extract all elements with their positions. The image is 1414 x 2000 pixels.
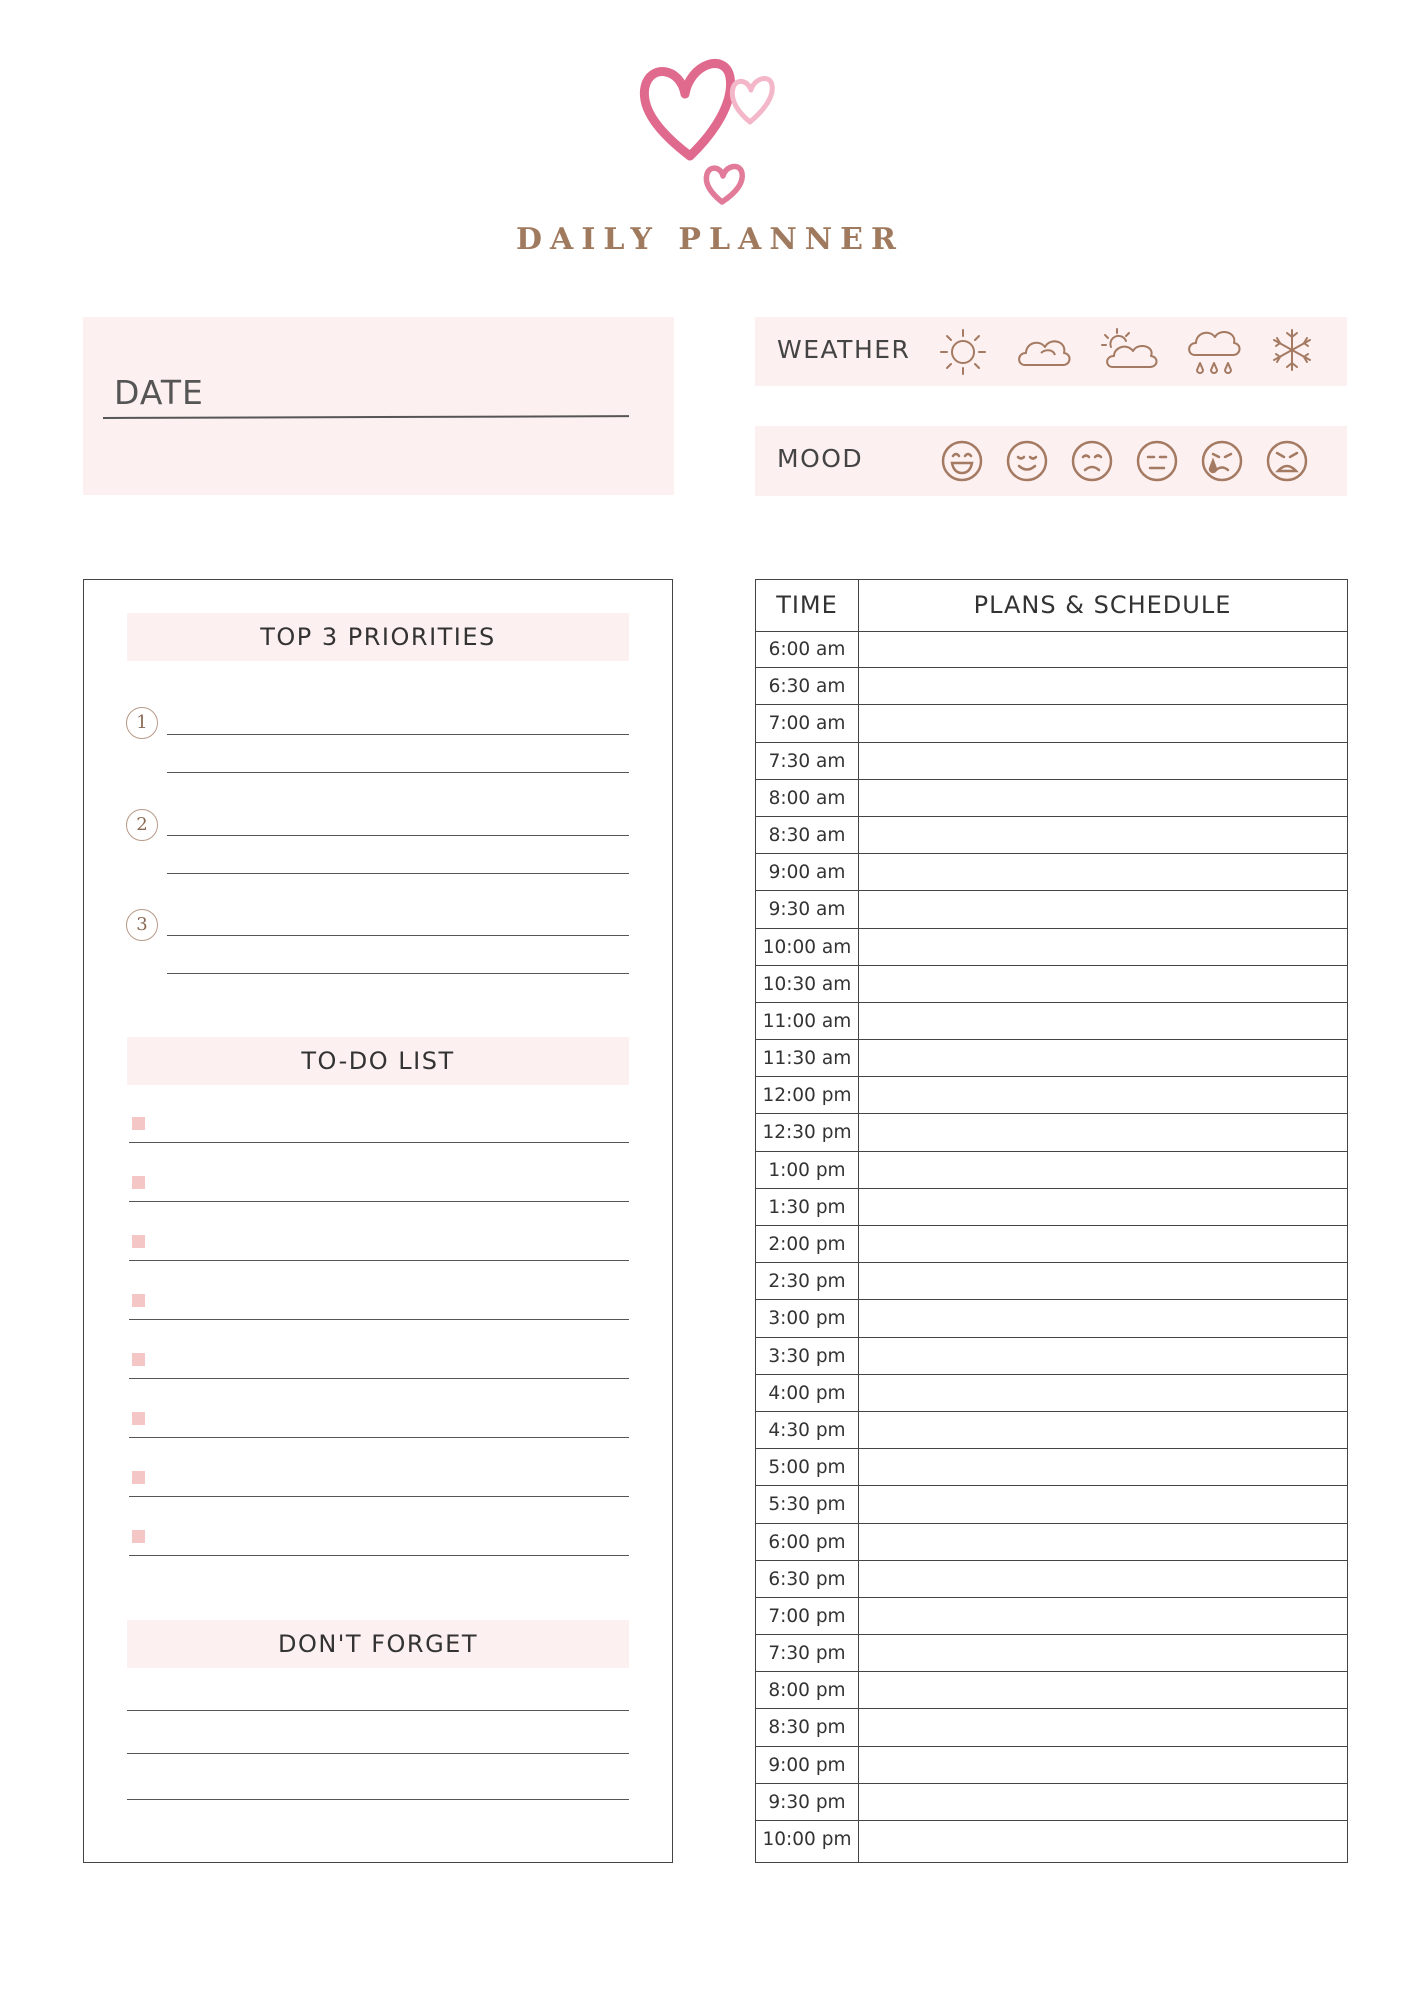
todo-line[interactable] bbox=[129, 1496, 629, 1497]
table-row[interactable] bbox=[756, 1003, 1347, 1040]
todo-line[interactable] bbox=[129, 1319, 629, 1320]
rain-icon[interactable] bbox=[1185, 325, 1241, 379]
time-slot-label: 7:30 pm bbox=[768, 1643, 846, 1665]
table-row[interactable] bbox=[756, 1784, 1347, 1821]
priorities-heading: TOP 3 PRIORITIES bbox=[127, 613, 629, 661]
table-row[interactable] bbox=[756, 1152, 1347, 1189]
date-box bbox=[83, 317, 674, 495]
time-slot-label: 7:30 am bbox=[768, 750, 846, 772]
time-slot-label: 4:30 pm bbox=[768, 1419, 846, 1441]
angry-face-icon[interactable] bbox=[1265, 439, 1309, 483]
time-slot-label: 6:30 pm bbox=[768, 1568, 846, 1590]
table-row[interactable] bbox=[756, 1524, 1347, 1561]
time-slot-label: 7:00 pm bbox=[768, 1605, 846, 1627]
table-row[interactable] bbox=[756, 1263, 1347, 1300]
time-slot-label: 4:00 pm bbox=[768, 1382, 846, 1404]
todo-checkbox[interactable] bbox=[132, 1117, 145, 1130]
mood-label: MOOD bbox=[777, 444, 864, 473]
table-row[interactable] bbox=[756, 854, 1347, 891]
time-slot-label: 10:30 am bbox=[762, 973, 852, 995]
todo-checkbox[interactable] bbox=[132, 1353, 145, 1366]
date-label: DATE bbox=[114, 373, 204, 412]
weather-label: WEATHER bbox=[777, 335, 911, 364]
table-row[interactable] bbox=[756, 1672, 1347, 1709]
todo-line[interactable] bbox=[129, 1201, 629, 1202]
hearts-logo bbox=[630, 52, 800, 212]
table-row[interactable] bbox=[756, 1412, 1347, 1449]
happy-face-icon[interactable] bbox=[940, 439, 984, 483]
time-slot-label: 2:00 pm bbox=[768, 1234, 846, 1255]
table-row[interactable] bbox=[756, 743, 1347, 780]
time-slot-label: 5:30 pm bbox=[768, 1494, 846, 1516]
time-slot-label: 9:00 pm bbox=[768, 1754, 846, 1776]
table-row[interactable] bbox=[756, 631, 1347, 668]
table-row[interactable] bbox=[756, 1226, 1347, 1263]
smile-face-icon[interactable] bbox=[1005, 439, 1049, 483]
time-slot-label: 8:00 pm bbox=[768, 1680, 846, 1702]
table-row[interactable] bbox=[756, 1114, 1347, 1151]
table-row[interactable] bbox=[756, 1375, 1347, 1412]
table-row[interactable] bbox=[756, 780, 1347, 817]
page-title: DAILY PLANNER bbox=[516, 222, 904, 257]
time-slot-label: 6:00 pm bbox=[768, 1531, 846, 1553]
time-slot-label: 9:30 am bbox=[768, 899, 846, 921]
time-slot-label: 6:00 am bbox=[768, 639, 846, 660]
todo-heading: TO-DO LIST bbox=[127, 1037, 629, 1085]
table-row[interactable] bbox=[756, 966, 1347, 1003]
todo-line[interactable] bbox=[129, 1555, 629, 1556]
dont-forget-line[interactable] bbox=[127, 1710, 629, 1711]
crying-face-icon[interactable] bbox=[1200, 439, 1244, 483]
todo-checkbox[interactable] bbox=[132, 1471, 145, 1484]
table-row[interactable] bbox=[756, 1300, 1347, 1337]
neutral-face-icon[interactable] bbox=[1135, 439, 1179, 483]
table-row[interactable] bbox=[756, 1561, 1347, 1598]
table-row[interactable] bbox=[756, 1338, 1347, 1375]
table-row[interactable] bbox=[756, 1486, 1347, 1523]
mood-box bbox=[755, 426, 1347, 496]
priority-number-2: 2 bbox=[126, 809, 158, 841]
time-slot-label: 10:00 am bbox=[762, 936, 852, 958]
priority-2-line-2[interactable] bbox=[167, 873, 629, 874]
table-row[interactable] bbox=[756, 817, 1347, 854]
priority-3-line[interactable] bbox=[167, 935, 629, 936]
table-row[interactable] bbox=[756, 705, 1347, 742]
time-slot-label: 1:00 pm bbox=[768, 1159, 846, 1181]
schedule-table bbox=[755, 579, 1348, 1863]
sad-face-icon[interactable] bbox=[1070, 439, 1114, 483]
time-slot-label: 11:00 am bbox=[762, 1010, 852, 1032]
time-slot-label: 9:30 pm bbox=[768, 1791, 846, 1813]
todo-line[interactable] bbox=[129, 1437, 629, 1438]
table-row[interactable] bbox=[756, 1598, 1347, 1635]
schedule-header bbox=[756, 580, 1347, 632]
table-row[interactable] bbox=[756, 1077, 1347, 1114]
time-column-header: TIME bbox=[776, 591, 838, 619]
table-row[interactable] bbox=[756, 1747, 1347, 1784]
date-input-line[interactable] bbox=[103, 415, 629, 419]
time-slot-label: 3:00 pm bbox=[768, 1308, 846, 1330]
priority-1-line-2[interactable] bbox=[167, 772, 629, 773]
time-slot-label: 7:00 am bbox=[768, 713, 846, 735]
time-slot-label: 6:30 am bbox=[768, 676, 846, 698]
table-row[interactable] bbox=[756, 891, 1347, 928]
time-slot-label: 8:00 am bbox=[768, 787, 846, 809]
time-slot-label: 3:30 pm bbox=[768, 1345, 846, 1367]
time-slot-label: 8:30 am bbox=[768, 824, 846, 846]
todo-line[interactable] bbox=[129, 1378, 629, 1379]
priority-3-line-2[interactable] bbox=[167, 973, 629, 974]
table-row[interactable] bbox=[756, 1821, 1347, 1858]
table-row[interactable] bbox=[756, 1189, 1347, 1226]
weather-box bbox=[755, 317, 1347, 386]
cloud-icon[interactable] bbox=[1015, 329, 1073, 375]
left-panel bbox=[83, 579, 673, 1863]
time-slot-label: 9:00 am bbox=[768, 862, 846, 884]
table-row[interactable] bbox=[756, 1449, 1347, 1486]
table-row[interactable] bbox=[756, 1040, 1347, 1077]
priority-number-1: 1 bbox=[126, 707, 158, 739]
todo-checkbox[interactable] bbox=[132, 1294, 145, 1307]
todo-checkbox[interactable] bbox=[132, 1412, 145, 1425]
todo-line[interactable] bbox=[129, 1260, 629, 1261]
priority-1-line[interactable] bbox=[167, 734, 629, 735]
dont-forget-heading: DON'T FORGET bbox=[127, 1620, 629, 1668]
time-slot-label: 1:30 pm bbox=[768, 1196, 846, 1218]
table-row[interactable] bbox=[756, 1635, 1347, 1672]
time-slot-label: 8:30 pm bbox=[768, 1717, 846, 1739]
snowflake-icon[interactable] bbox=[1269, 327, 1315, 373]
partly-cloudy-icon[interactable] bbox=[1099, 325, 1159, 375]
time-slot-label: 10:00 pm bbox=[762, 1829, 852, 1850]
time-slot-label: 5:00 pm bbox=[768, 1457, 846, 1479]
time-slot-label: 2:30 pm bbox=[768, 1271, 846, 1293]
todo-checkbox[interactable] bbox=[132, 1235, 145, 1248]
plans-column-header: PLANS & SCHEDULE bbox=[973, 591, 1232, 619]
table-row[interactable] bbox=[756, 929, 1347, 966]
todo-checkbox[interactable] bbox=[132, 1176, 145, 1189]
schedule-rows bbox=[756, 631, 1347, 1858]
sun-icon[interactable] bbox=[938, 327, 988, 377]
table-row[interactable] bbox=[756, 668, 1347, 705]
dont-forget-line[interactable] bbox=[127, 1753, 629, 1754]
time-slot-label: 12:30 pm bbox=[762, 1122, 852, 1144]
time-slot-label: 11:30 am bbox=[762, 1048, 852, 1070]
priority-2-line[interactable] bbox=[167, 835, 629, 836]
dont-forget-line[interactable] bbox=[127, 1799, 629, 1800]
todo-line[interactable] bbox=[129, 1142, 629, 1143]
todo-checkbox[interactable] bbox=[132, 1530, 145, 1543]
table-row[interactable] bbox=[756, 1709, 1347, 1746]
priority-number-3: 3 bbox=[126, 909, 158, 941]
time-slot-label: 12:00 pm bbox=[762, 1085, 852, 1107]
